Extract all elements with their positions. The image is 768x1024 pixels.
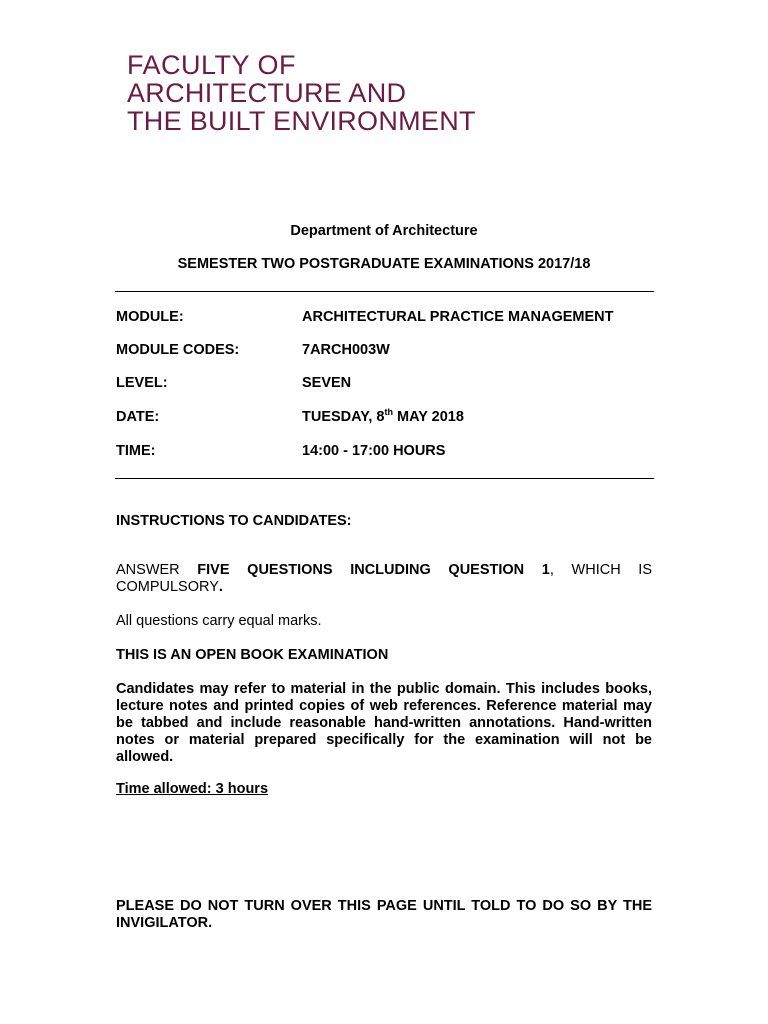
time-allowed [116, 781, 652, 798]
logo-line-3: THE BUILT ENVIRONMENT [127, 106, 476, 136]
instructions-heading: INSTRUCTIONS TO CANDIDATES: [116, 513, 352, 529]
bottom-divider [115, 478, 654, 479]
date-value [302, 409, 464, 425]
module-codes-value: 7ARCH003W [302, 342, 390, 358]
time-label: TIME: [116, 443, 156, 459]
do-not-turn-notice: PLEASE DO NOT TURN OVER THIS PAGE UNTIL TOLD TO DO SO BY THE INVIGILATOR. [116, 898, 652, 931]
answer-end: . [218, 579, 223, 595]
level-label: LEVEL: [116, 375, 168, 391]
module-label: MODULE: [116, 309, 184, 325]
exam-title: SEMESTER TWO POSTGRADUATE EXAMINATIONS 2017/18 [177, 256, 591, 272]
faculty-logo [127, 51, 476, 135]
date-label: DATE: [116, 409, 160, 425]
time-allowed-text: Time allowed: 3 hours [116, 781, 269, 797]
module-value: ARCHITECTURAL PRACTICE MANAGEMENT [302, 309, 614, 325]
answer-suffix: , WHICH IS COMPULSORY [116, 562, 653, 595]
department-heading: Department of Architecture [290, 223, 478, 239]
date-ordinal: th [384, 407, 393, 417]
answer-bold-text: FIVE QUESTIONS INCLUDING QUESTION 1 [197, 562, 550, 578]
logo-line-2: ARCHITECTURE AND [127, 78, 407, 108]
date-prefix: TUESDAY, 8 [302, 409, 385, 425]
answer-prefix: ANSWER [116, 562, 198, 578]
equal-marks-note: All questions carry equal marks. [116, 613, 322, 629]
open-book-notice: THIS IS AN OPEN BOOK EXAMINATION [116, 647, 389, 663]
logo-line-1: FACULTY OF [127, 50, 297, 80]
level-value: SEVEN [302, 375, 352, 391]
time-value: 14:00 - 17:00 HOURS [302, 443, 446, 459]
top-divider [115, 291, 654, 292]
date-suffix: MAY 2018 [392, 409, 464, 425]
answer-instruction [116, 562, 652, 596]
module-codes-label: MODULE CODES: [116, 342, 240, 358]
materials-paragraph: Candidates may refer to material in the public domain. This includes books, lecture notes and printed copies of web references. Reference material may be tabbed and include reasonable hand-written annotations. Hand-written notes or material prepared specifically for the examination will not be allowed. [116, 681, 652, 765]
